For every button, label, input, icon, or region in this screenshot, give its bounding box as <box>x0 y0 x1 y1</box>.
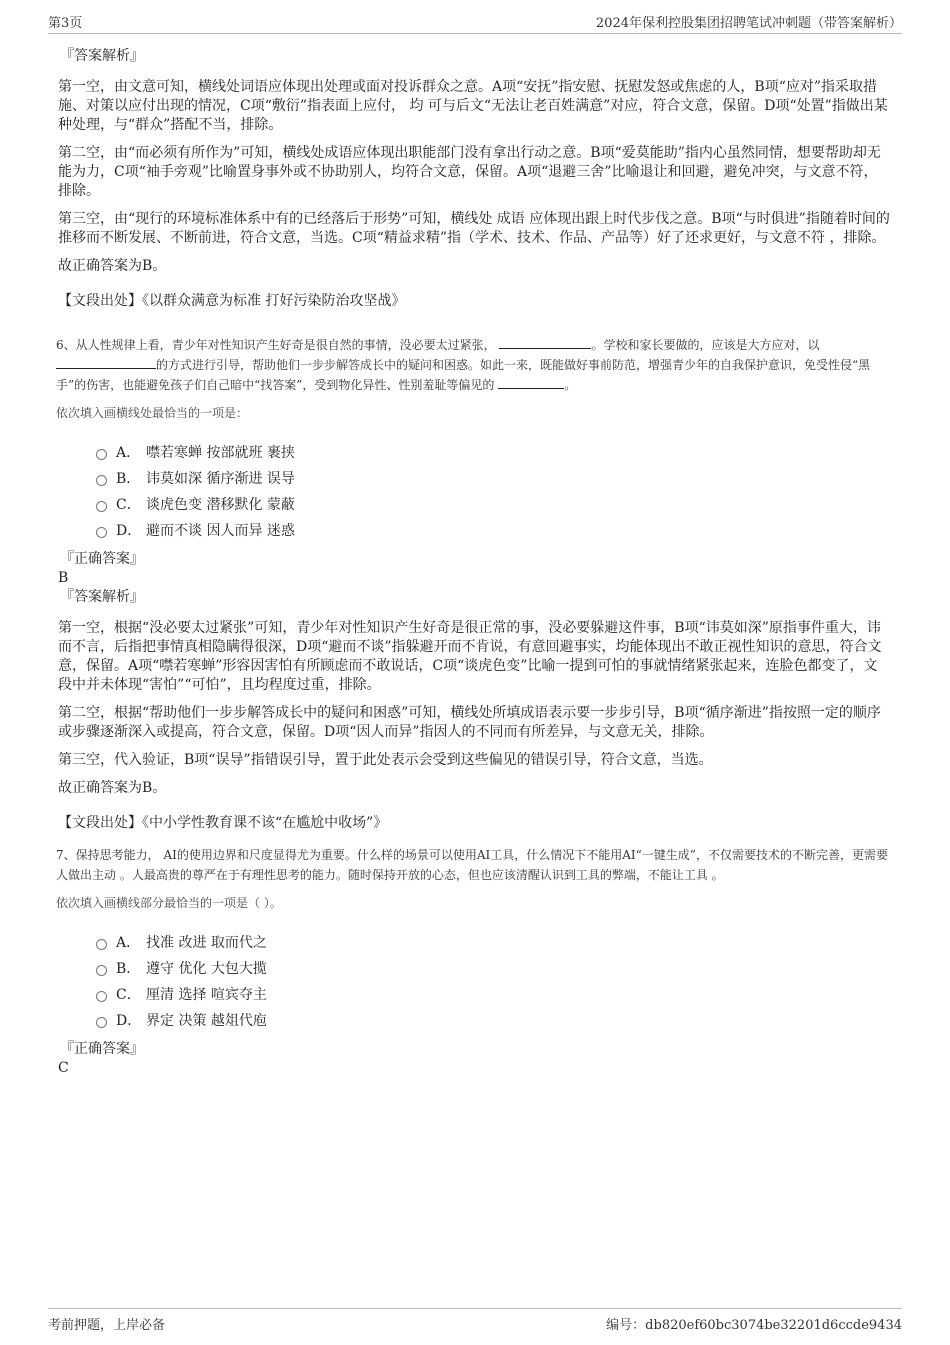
document-code: 编号：db820ef60bc3074be32201d6ccde9434 <box>606 1318 902 1333</box>
radio-icon[interactable] <box>96 501 107 512</box>
page-header <box>48 12 902 32</box>
analysis-paragraph: 第一空，由文意可知，横线处词语应体现出处理或面对投诉群众之意。A项“安抚”指安慰、抚慰发怒或焦虑的人，B项“应对”指采取措施、对策以应付出现的情况，C项“敷衍”指表面上应付， 均 可与后文“无法让老百姓满意”对应，符合文意，保留。D项“处置”指做出某种处理，与“群众”搭配不当，排除。 <box>58 79 888 133</box>
option-d[interactable]: D． 避而不谈 因人而异 迷惑 <box>96 517 890 543</box>
option-c[interactable]: C． 厘清 选择 喧宾夺主 <box>96 981 890 1007</box>
option-d[interactable]: D． 界定 决策 越俎代庖 <box>96 1007 890 1033</box>
analysis-label: 『答案解析』 <box>60 589 144 605</box>
document-title: 2024年保利控股集团招聘笔试冲刺题（带答案解析） <box>595 16 902 31</box>
header-divider <box>48 33 902 34</box>
correct-answer: C <box>58 1060 69 1076</box>
footer-divider <box>48 1308 902 1309</box>
analysis-paragraph: 第三空，由“现行的环境标准体系中有的已经落后于形势”可知，横线处 成语 应体现出跟上时代步伐之意。B项“与时俱进”指随着时间的推移而不断发展、不断前进，符合文意，当选。C项“精益求精”指（学术、技术、作品、产品等）好了还求更好，与文意不符 ，排除。 <box>58 211 890 246</box>
blank-1 <box>499 336 591 349</box>
radio-icon[interactable] <box>96 939 107 950</box>
analysis-paragraph: 故正确答案为B。 <box>58 258 167 274</box>
radio-icon[interactable] <box>96 527 107 538</box>
radio-icon[interactable] <box>96 475 107 486</box>
page-content <box>56 46 890 1077</box>
question-6-prompt: 依次填入画横线处最恰当的一项是： <box>56 406 249 420</box>
analysis-paragraph: 第一空，根据“没必要太过紧张”可知，青少年对性知识产生好奇是很正常的事，没必要躲避这件事，B项“讳莫如深”原指事件重大，讳而不言，后指把事情真相隐瞒得很深，D项“避而不谈”指躲避开而不肯说，有意回避事实，均能体现出不敢正视性知识的意思，符合文意，保留。A项“噤若寒蝉”形容因害怕有所顾虑而不敢说话，C项“谈虎色变”比喻一提到可怕的事就情绪紧张起来，连脸色都变了，文段中并未体现“害怕”“可怕”，且均程度过重，排除。 <box>58 620 882 693</box>
analysis-paragraph: 第三空，代入验证，B项“误导”指错误引导，置于此处表示会受到这些偏见的错误引导，符合文意，当选。 <box>58 752 713 768</box>
page-number: 第3页 <box>48 16 83 31</box>
source-citation: 【文段出处】《中小学性教育课不该“在尴尬中收场”》 <box>58 815 388 831</box>
option-a[interactable]: A． 找准 改进 取而代之 <box>96 929 890 955</box>
correct-answer-label: 『正确答案』 <box>60 1041 144 1057</box>
source-citation: 【文段出处】《以群众满意为标准 打好污染防治攻坚战》 <box>58 293 406 309</box>
analysis-paragraph: 故正确答案为B。 <box>58 780 167 796</box>
radio-icon[interactable] <box>96 965 107 976</box>
analysis-label: 『答案解析』 <box>60 48 144 64</box>
option-c[interactable]: C． 谈虎色变 潜移默化 蒙蔽 <box>96 491 890 517</box>
option-b[interactable]: B． 遵守 优化 大包大揽 <box>96 955 890 981</box>
analysis-paragraph: 第二空，根据“帮助他们一步步解答成长中的疑问和困惑”可知，横线处所填成语表示要一步步引导，B项“循序渐进”指按照一定的顺序或步骤逐渐深入或提高，符合文意，保留。D项“因人而异”指因人的不同而有所差异，与文意无关，排除。 <box>58 705 881 740</box>
question-7-prompt: 依次填入画横线部分最恰当的一项是（ ）。 <box>56 896 282 910</box>
radio-icon[interactable] <box>96 449 107 460</box>
blank-2 <box>56 356 156 369</box>
option-a[interactable]: A． 噤若寒蝉 按部就班 裹挟 <box>96 439 890 465</box>
correct-answer: B <box>58 570 69 586</box>
question-7-stem: 7、保持思考能力， AI的使用边界和尺度显得尤为重要。什么样的场景可以使用AI工具，什么情况下不能用AI“一键生成”，不仅需要技术的不断完善，更需要人做出主动 。人最高贵的尊严在于有理性思考的能力。随时保持开放的心态，但也应该清醒认识到工具的弊端，不能让工具 。 <box>56 848 888 882</box>
radio-icon[interactable] <box>96 991 107 1002</box>
blank-3 <box>498 376 564 389</box>
page-footer <box>48 1314 902 1334</box>
question-6-stem: 6、从人性规律上看，青少年对性知识产生好奇是很自然的事情，没必要太过紧张， 。学校和家长要做的，应该是大方应对，以 的方式进行引导，帮助他们一步步解答成长中的疑问和困惑。如此一来，既能做好事前防范，增强青少年的自我保护意识，免受性侵“黑手”的伤害，也能避免孩子们自己暗中“找答案”，受到物化异性、性别羞耻等偏见的 。 <box>56 338 871 392</box>
footer-slogan: 考前押题，上岸必备 <box>48 1318 166 1333</box>
analysis-paragraph: 第二空，由“而必须有所作为”可知，横线处成语应体现出职能部门没有拿出行动之意。B项“爱莫能助”指内心虽然同情，想要帮助却无能为力，C项“袖手旁观”比喻置身事外或不协助别人，均符合文意，保留。A项“退避三舍”比喻退让和回避，避免冲突，与文意不符，排除。 <box>58 145 881 199</box>
question-7-options <box>96 929 890 1033</box>
question-6-options <box>96 439 890 543</box>
option-b[interactable]: B． 讳莫如深 循序渐进 误导 <box>96 465 890 491</box>
correct-answer-label: 『正确答案』 <box>60 551 144 567</box>
radio-icon[interactable] <box>96 1017 107 1028</box>
